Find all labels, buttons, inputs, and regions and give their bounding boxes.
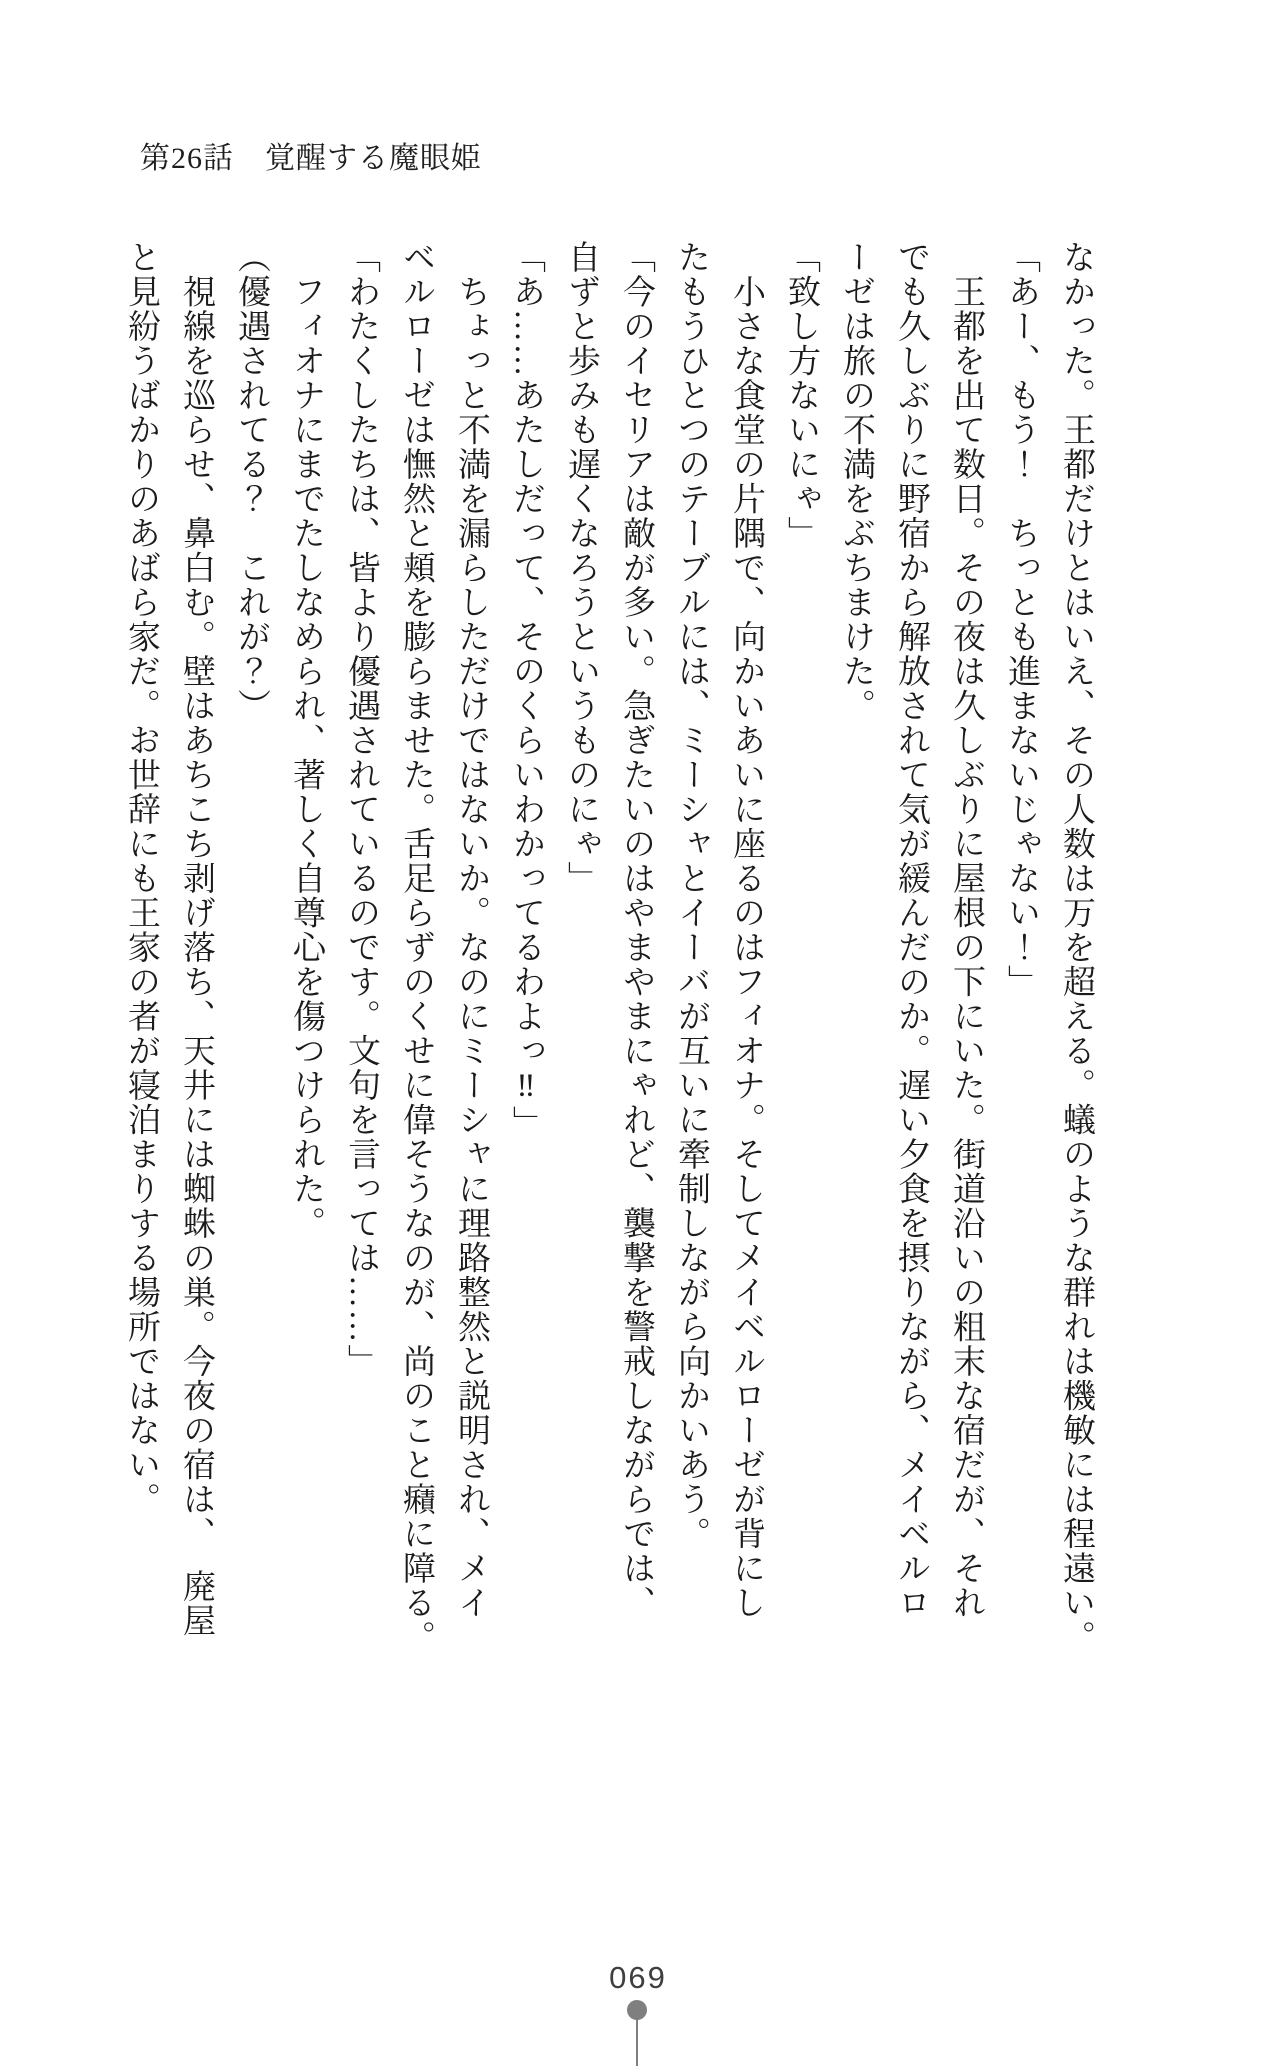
footer-line-ornament bbox=[636, 2018, 638, 2066]
text-line: 「わたくしたちは、皆より優遇されているのです。文句を言っては……」 bbox=[343, 240, 379, 1379]
text-line: 王都を出て数日。その夜は久しぶりに屋根の下にいた。街道沿いの粗末な宿だが、それ bbox=[948, 240, 984, 1620]
text-line: フィオナにまでたしなめられ、著しく自尊心を傷つけられた。 bbox=[288, 240, 324, 1241]
text-line: 小さな食堂の片隅で、向かいあいに座るのはフィオナ。そしてメイベルローゼが背にし bbox=[728, 240, 764, 1620]
page-number: 069 bbox=[609, 1960, 667, 1995]
text-line: と見紛うばかりのあばら家だ。お世辞にも王家の者が寝泊まりする場所ではない。 bbox=[123, 240, 159, 1517]
chapter-header: 第26話 覚醒する魔眼姫 bbox=[140, 142, 482, 175]
text-line: （優遇されてる？ これが？） bbox=[233, 240, 269, 723]
text-line: 「あ……あたしだって、そのくらいわかってるわよっ‼」 bbox=[508, 240, 544, 1140]
text-line: ベルローゼは憮然と頬を膨らませた。舌足らずのくせに偉そうなのが、尚のこと癪に障る。 bbox=[398, 240, 434, 1655]
text-line: 「あー、もう！ ちっとも進まないじゃない！」 bbox=[1003, 240, 1039, 999]
text-line: 視線を巡らせ、鼻白む。壁はあちこち剥げ落ち、天井には蜘蛛の巣。今夜の宿は、 廃屋 bbox=[178, 240, 214, 1638]
text-line: でも久しぶりに野宿から解放されて気が緩んだのか。遅い夕食を摂りながら、メイベルロ bbox=[893, 240, 929, 1620]
text-line: なかった。王都だけとはいえ、その人数は万を超える。蟻のような群れは機敏には程遠い。 bbox=[1058, 240, 1094, 1655]
text-body bbox=[113, 240, 1103, 1665]
text-line: 自ずと歩みも遅くなろうというものにゃ」 bbox=[563, 240, 599, 896]
text-line: 「致し方ないにゃ」 bbox=[783, 240, 819, 551]
text-line: 「今のイセリアは敵が多い。急ぎたいのはやまやまにゃれど、襲撃を警戒しながらでは、 bbox=[618, 240, 654, 1620]
text-line: たもうひとつのテーブルには、ミーシャとイーバが互いに牽制しながら向かいあう。 bbox=[673, 240, 709, 1551]
text-line: ーゼは旅の不満をぶちまけた。 bbox=[838, 240, 874, 723]
text-line: ちょっと不満を漏らしただけではないか。なのにミーシャに理路整然と説明され、メイ bbox=[453, 240, 489, 1620]
footer-dot-ornament bbox=[627, 2000, 647, 2020]
